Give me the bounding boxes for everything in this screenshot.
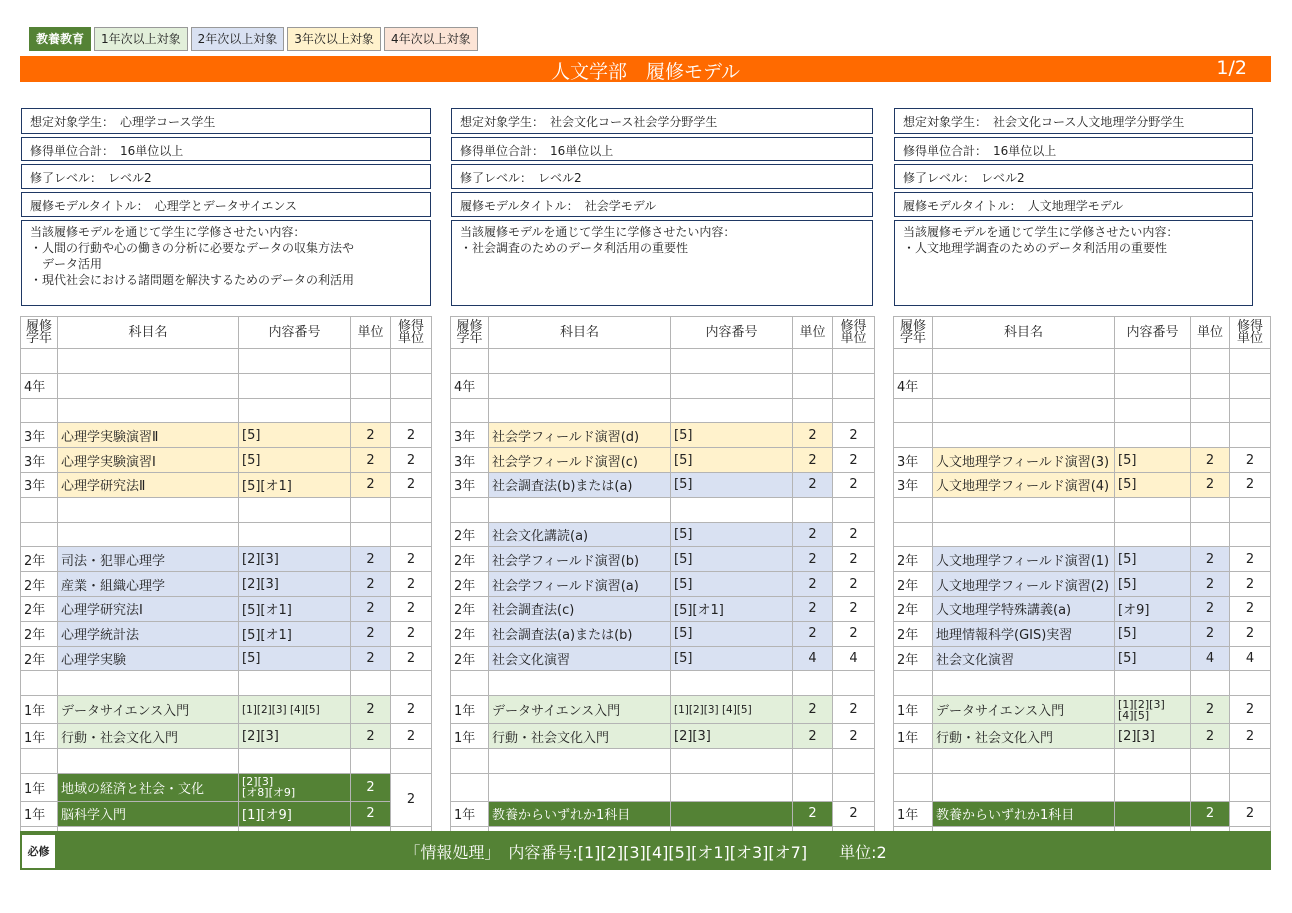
table-row: 1年 行動・社会文化入門 [2][3] 2 2 [894, 724, 1271, 749]
model-info-1 [21, 108, 431, 306]
table-row: 2年 地理情報科学(GIS)実習 [5] 2 2 [894, 621, 1271, 646]
table-row [451, 398, 875, 423]
table-row: 2年 心理学統計法 [5][オ1] 2 2 [21, 621, 432, 646]
table-row [894, 773, 1271, 801]
table-row: 1年 行動・社会文化入門 [2][3] 2 2 [21, 724, 432, 749]
table-row: 4年 [21, 373, 432, 398]
col-units: 単位 [793, 317, 833, 349]
table-row: 1年 データサイエンス入門 [1][2][3] [4][5] 2 2 [451, 696, 875, 724]
table-row: 1年 脳科学入門 [1][オ9] 2 [21, 801, 432, 826]
table-row: 2年 社会調査法(c) [5][オ1] 2 2 [451, 596, 875, 621]
col-code: 内容番号 [239, 317, 351, 349]
table-row: 3年 社会調査法(b)または(a) [5] 2 2 [451, 472, 875, 497]
table-row: 1年 教養からいずれか1科目 2 2 [894, 801, 1271, 826]
legend-year3: 3年次以上対象 [287, 27, 381, 51]
model-info-3 [894, 108, 1253, 306]
table-row: 1年 データサイエンス入門 [1][2][3] [4][5] 2 2 [894, 696, 1271, 724]
table-row: 1年 データサイエンス入門 [1][2][3] [4][5] 2 2 [21, 696, 432, 724]
col-earned: 修得単位 [833, 317, 875, 349]
col-earned: 修得単位 [391, 317, 432, 349]
learning-goals: 当該履修モデルを通じて学生に学修させたい内容： ・社会調査のためのデータ利活用の重要性 [451, 220, 873, 306]
col-units: 単位 [351, 317, 391, 349]
table-row: 2年 人文地理学フィールド演習(1) [5] 2 2 [894, 547, 1271, 572]
table-row [894, 423, 1271, 448]
table-header [21, 317, 432, 349]
required-course-text: 「情報処理」 内容番号:[1][2][3][4][5][オ1][オ3][オ7] 単位:2 [404, 843, 887, 862]
model-title: 履修モデルタイトル： 人文地理学モデル [894, 192, 1253, 217]
table-row: 2年 社会学フィールド演習(a) [5] 2 2 [451, 572, 875, 597]
table-row: 2年 社会調査法(a)または(b) [5] 2 2 [451, 621, 875, 646]
table-row: 3年 心理学研究法Ⅱ [5][オ1] 2 2 [21, 472, 432, 497]
learning-goals: 当該履修モデルを通じて学生に学修させたい内容： ・人間の行動や心の働きの分析に必要なデータの収集方法や データ活用 ・現代社会における諸問題を解決するためのデータの利活用 [21, 220, 431, 306]
table-row: 3年 人文地理学フィールド演習(3) [5] 2 2 [894, 448, 1271, 473]
table-row [894, 398, 1271, 423]
table-row: 2年 社会文化演習 [5] 4 4 [451, 646, 875, 671]
table-row: 1年 地域の経済と社会・文化 [2][3] [オ8][オ9] 2 2 [21, 773, 432, 801]
title-banner [20, 56, 1271, 82]
required-badge: 必修 [22, 835, 55, 868]
target-student: 想定対象学生： 社会文化コース人文地理学分野学生 [894, 108, 1253, 134]
target-student: 想定対象学生： 心理学コース学生 [21, 108, 431, 134]
course-table-3 [893, 316, 1271, 839]
col-earned: 修得単位 [1230, 317, 1271, 349]
table-row [894, 497, 1271, 522]
table-row: 2年 人文地理学フィールド演習(2) [5] 2 2 [894, 572, 1271, 597]
table-row [894, 522, 1271, 547]
table-row: 3年 心理学実験演習Ⅰ [5] 2 2 [21, 448, 432, 473]
table-row: 2年 心理学研究法Ⅰ [5][オ1] 2 2 [21, 596, 432, 621]
legend [29, 27, 478, 51]
table-row: 2年 社会文化講読(a) [5] 2 2 [451, 522, 875, 547]
target-student: 想定対象学生： 社会文化コース社会学分野学生 [451, 108, 873, 134]
table-row [21, 748, 432, 773]
learning-goals: 当該履修モデルを通じて学生に学修させたい内容： ・人文地理学調査のためのデータ利活用の重要性 [894, 220, 1253, 306]
table-row [451, 671, 875, 696]
table-row: 2年 司法・犯罪心理学 [2][3] 2 2 [21, 547, 432, 572]
required-course-bar [20, 831, 1271, 870]
col-subject: 科目名 [933, 317, 1115, 349]
table-row [451, 748, 875, 773]
page-title: 人文学部 履修モデル [550, 61, 741, 83]
table-header [451, 317, 875, 349]
table-row [451, 497, 875, 522]
legend-year1: 1年次以上対象 [94, 27, 188, 51]
table-row [21, 349, 432, 374]
table-header [894, 317, 1271, 349]
table-row [21, 671, 432, 696]
page-number: 1/2 [1216, 57, 1247, 79]
unit-total: 修得単位合計： 16単位以上 [451, 137, 873, 161]
model-title: 履修モデルタイトル： 心理学とデータサイエンス [21, 192, 431, 217]
completion-level: 修了レベル： レベル2 [894, 164, 1253, 189]
table-row [451, 349, 875, 374]
table-row: 1年 教養からいずれか1科目 2 2 [451, 801, 875, 826]
table-row [21, 497, 432, 522]
completion-level: 修了レベル： レベル2 [21, 164, 431, 189]
table-row [21, 398, 432, 423]
table-row [894, 748, 1271, 773]
table-row: 1年 行動・社会文化入門 [2][3] 2 2 [451, 724, 875, 749]
table-row [21, 522, 432, 547]
col-year: 履修学年 [21, 317, 58, 349]
table-row: 3年 人文地理学フィールド演習(4) [5] 2 2 [894, 472, 1271, 497]
table-row [894, 349, 1271, 374]
course-table-1 [20, 316, 432, 839]
table-row: 2年 産業・組織心理学 [2][3] 2 2 [21, 572, 432, 597]
table-row: 2年 社会学フィールド演習(b) [5] 2 2 [451, 547, 875, 572]
table-row: 4年 [451, 373, 875, 398]
unit-total: 修得単位合計： 16単位以上 [894, 137, 1253, 161]
completion-level: 修了レベル： レベル2 [451, 164, 873, 189]
model-title: 履修モデルタイトル： 社会学モデル [451, 192, 873, 217]
col-subject: 科目名 [489, 317, 671, 349]
legend-year4: 4年次以上対象 [384, 27, 478, 51]
table-row: 3年 社会学フィールド演習(d) [5] 2 2 [451, 423, 875, 448]
col-code: 内容番号 [1115, 317, 1191, 349]
table-row [451, 773, 875, 801]
unit-total: 修得単位合計： 16単位以上 [21, 137, 431, 161]
table-row: 4年 [894, 373, 1271, 398]
model-info-2 [451, 108, 873, 306]
legend-year2: 2年次以上対象 [191, 27, 285, 51]
col-year: 履修学年 [451, 317, 489, 349]
table-row: 3年 社会学フィールド演習(c) [5] 2 2 [451, 448, 875, 473]
table-row [894, 671, 1271, 696]
table-row: 2年 社会文化演習 [5] 4 4 [894, 646, 1271, 671]
col-subject: 科目名 [58, 317, 239, 349]
table-row: 2年 心理学実験 [5] 2 2 [21, 646, 432, 671]
course-table-2 [450, 316, 875, 839]
table-row: 2年 人文地理学特殊講義(a) [オ9] 2 2 [894, 596, 1271, 621]
col-units: 単位 [1191, 317, 1230, 349]
col-code: 内容番号 [671, 317, 793, 349]
legend-general: 教養教育 [29, 27, 91, 51]
table-row: 3年 心理学実験演習Ⅱ [5] 2 2 [21, 423, 432, 448]
col-year: 履修学年 [894, 317, 933, 349]
